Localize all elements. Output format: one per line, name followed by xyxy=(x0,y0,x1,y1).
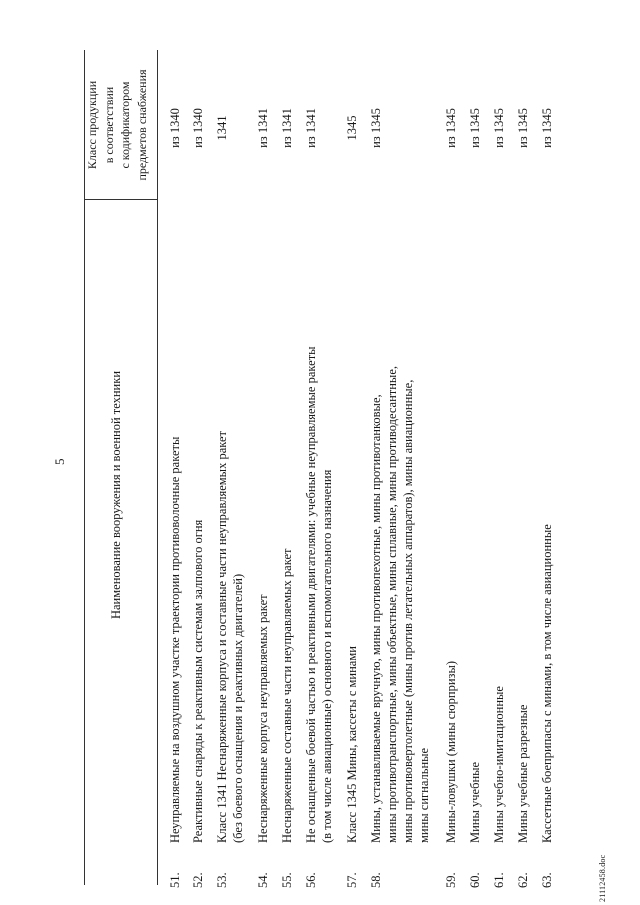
row-name xyxy=(443,188,459,843)
table-header-bottom-border xyxy=(157,50,158,885)
row-class: 1341 xyxy=(215,115,229,141)
row-number: 54. xyxy=(256,872,270,888)
row-class: из 1340 xyxy=(168,108,182,148)
row-class: из 1340 xyxy=(191,108,205,148)
row-name-line: Кассетные боеприпасы с минами, в том числе авиационные xyxy=(540,524,554,843)
row-class: из 1341 xyxy=(304,108,318,148)
row-class: из 1345 xyxy=(540,108,554,148)
row-name-line: Мины учебные разрезные xyxy=(516,704,530,843)
row-number: 55. xyxy=(280,872,294,888)
row-number: 52. xyxy=(191,872,205,888)
row-number: 53. xyxy=(215,872,229,888)
row-name xyxy=(214,188,246,843)
row-class: 1345 xyxy=(345,115,359,141)
row-name xyxy=(344,188,360,843)
document-code: 21112458.doc xyxy=(598,854,607,902)
row-name-line: Мины, устанавливаемые вручную, мины противопехотные, мины противотанковые, xyxy=(369,394,383,843)
row-name-line: (в том числе авиационные) основного и вспомогательного назначения xyxy=(320,469,334,843)
row-name-line: мины сигнальные xyxy=(417,747,431,843)
row-name-line: Неуправляемые на воздушном участке траектории противоволочные ракеты xyxy=(168,436,182,843)
row-name-line: Мины учебные xyxy=(468,761,482,843)
row-number: 58. xyxy=(369,872,383,888)
row-number: 57. xyxy=(345,872,359,888)
row-name xyxy=(303,188,335,843)
row-name-line: Класс 1341 Неснаряженные корпуса и составные части неуправляемых ракет xyxy=(215,430,229,843)
row-number: 61. xyxy=(492,872,506,888)
row-number: 63. xyxy=(540,872,554,888)
row-name xyxy=(539,188,555,843)
row-number: 51. xyxy=(168,872,182,888)
row-name xyxy=(368,188,432,843)
row-name xyxy=(515,188,531,843)
row-name-line: мины противотранспортные, мины объектные, мины сплавные, мины противодесантные, xyxy=(385,366,399,843)
row-name xyxy=(491,188,507,843)
header-class-line: в соответствии xyxy=(101,86,116,164)
row-class: из 1345 xyxy=(369,108,383,148)
row-class: из 1341 xyxy=(256,108,270,148)
row-name-line: Неснаряженные составные части неуправляемых ракет xyxy=(280,548,294,843)
row-name-line: Мины-ловушки (мины сюрпризы) xyxy=(444,660,458,843)
row-name-line: Неснаряженные корпуса неуправляемых ракет xyxy=(256,594,270,843)
row-class: из 1345 xyxy=(492,108,506,148)
row-class: из 1341 xyxy=(280,108,294,148)
row-name-line: Мины учебно-имитационные xyxy=(492,686,506,843)
header-class-column xyxy=(84,50,150,200)
row-name xyxy=(467,188,483,843)
row-name-line: (без боевого оснащения и реактивных двигателей) xyxy=(231,573,245,843)
row-name-line: Класс 1345 Мины, кассеты с минами xyxy=(345,646,359,843)
row-name-line: Не оснащенные боевой частью и реактивными двигателями: учебные неуправляемые ракеты xyxy=(304,346,318,843)
row-name-line: Реактивные снаряды к реактивным системам залпового огня xyxy=(191,519,205,843)
row-name xyxy=(190,188,206,843)
row-class: из 1345 xyxy=(444,108,458,148)
row-name xyxy=(279,188,295,843)
row-class: из 1345 xyxy=(516,108,530,148)
header-class-line: предметов снабжения xyxy=(134,69,149,181)
header-class-line: с кодификатором xyxy=(118,81,132,169)
row-class: из 1345 xyxy=(468,108,482,148)
header-name-column: Наименование вооружения и военной техники xyxy=(109,370,123,620)
page-number: 5 xyxy=(52,458,67,465)
row-name xyxy=(255,188,271,843)
header-class-line: Класс продукции xyxy=(85,80,99,170)
row-number: 62. xyxy=(516,872,530,888)
row-name xyxy=(167,188,183,843)
row-number: 59. xyxy=(444,872,458,888)
row-name-line: мины противовертолетные (мины против летательных аппаратов), мины авиационные, xyxy=(401,379,415,843)
row-number: 56. xyxy=(304,872,318,888)
row-number: 60. xyxy=(468,872,482,888)
